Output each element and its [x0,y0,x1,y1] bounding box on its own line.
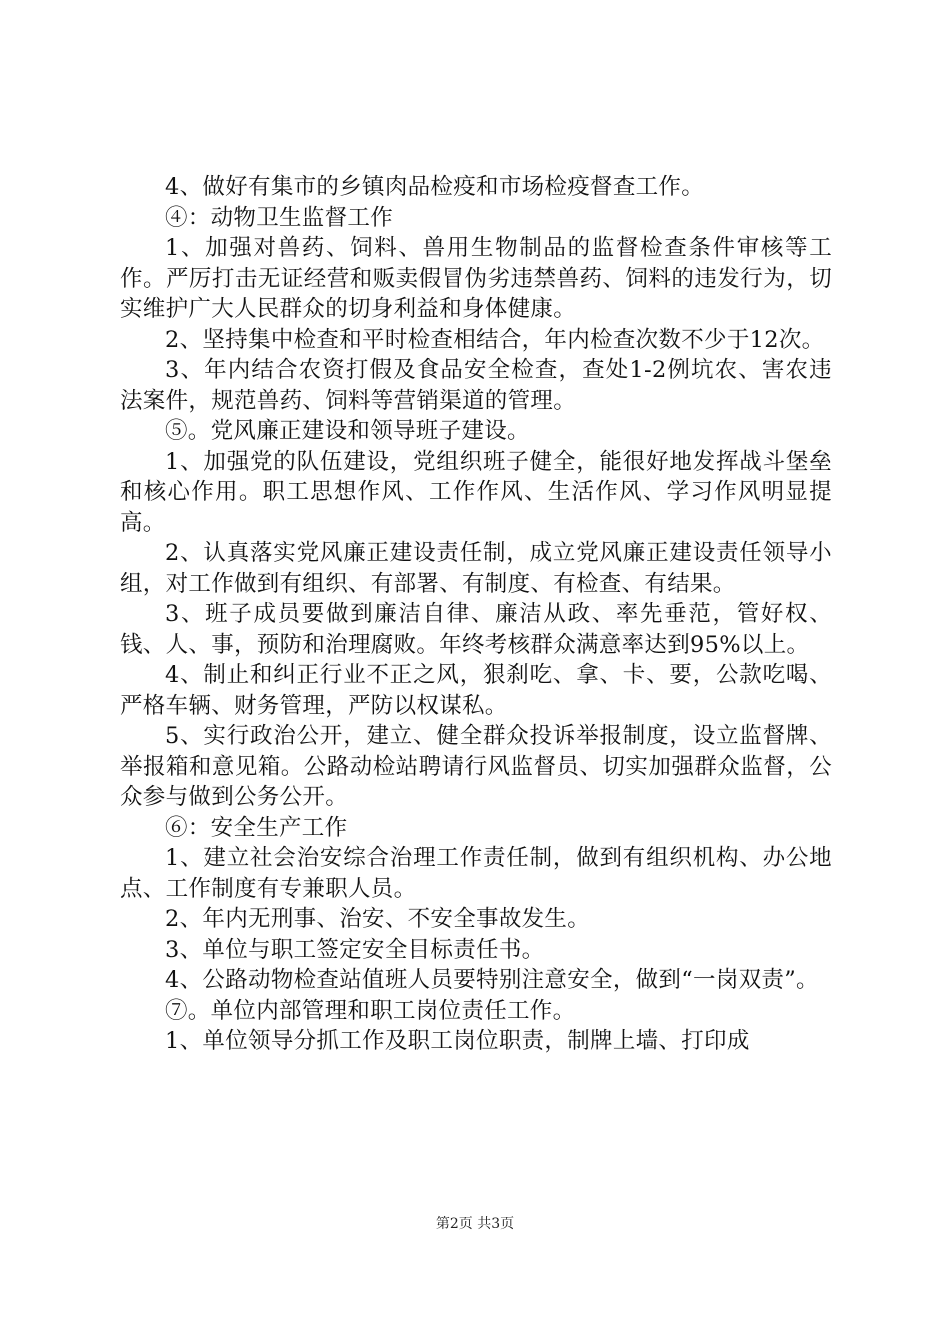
document-body [120,172,832,1057]
section-heading: ⑦。单位内部管理和职工岗位责任工作。 [165,997,576,1024]
paragraph: 3、单位与职工签定安全目标责任书。 [165,936,545,963]
paragraph: 3、班子成员要做到廉洁自律、廉洁从政、率先垂范，管好权、钱、人、事，预防和治理腐败。年终考核群众满意率达到95%以上。 [120,601,832,658]
section-heading: ⑤。党风廉正建设和领导班子建设。 [165,418,530,444]
paragraph: 1、加强对兽药、饲料、兽用生物制品的监督检查条件审核等工作。严厉打击无证经营和贩卖假冒伪劣违禁兽药、饲料的违发行为，切实维护广大人民群众的切身利益和身体健康。 [120,235,832,322]
paragraph: 2、年内无刑事、治安、不安全事故发生。 [165,906,591,932]
section-heading: ④：动物卫生监督工作 [165,204,394,231]
paragraph: 2、认真落实党风廉正建设责任制，成立党风廉正建设责任领导小组，对工作做到有组织、有部署、有制度、有检查、有结果。 [120,540,832,597]
paragraph: 2、坚持集中检查和平时检查相结合，年内检查次数不少于12次。 [165,326,825,353]
paragraph: 1、单位领导分抓工作及职工岗位职责，制牌上墙、打印成 [165,1028,750,1054]
paragraph: 3、年内结合农资打假及食品安全检查，查处1-2例坑农、害农违法案件，规范兽药、饲料等营销渠道的管理。 [120,357,832,414]
paragraph: 4、做好有集市的乡镇肉品检疫和市场检疫督查工作。 [165,174,705,200]
paragraph: 4、制止和纠正行业不正之风，狠刹吃、拿、卡、要，公款吃喝、严格车辆、财务管理，严防以权谋私。 [120,662,832,719]
paragraph: 1、加强党的队伍建设，党组织班子健全，能很好地发挥战斗堡垒和核心作用。职工思想作风、工作作风、生活作风、学习作风明显提高。 [120,448,832,536]
section-heading: ⑥：安全生产工作 [165,814,348,841]
page-number-footer: 第2页 共3页 [435,1216,515,1232]
paragraph: 4、公路动物检查站值班人员要特别注意安全，做到“一岗双责”。 [165,967,819,993]
paragraph: 5、实行政治公开，建立、健全群众投诉举报制度，设立监督牌、举报箱和意见箱。公路动检站聘请行风监督员、切实加强群众监督，公众参与做到公务公开。 [120,723,832,810]
paragraph: 1、建立社会治安综合治理工作责任制，做到有组织机构、办公地点、工作制度有专兼职人员。 [120,845,832,902]
